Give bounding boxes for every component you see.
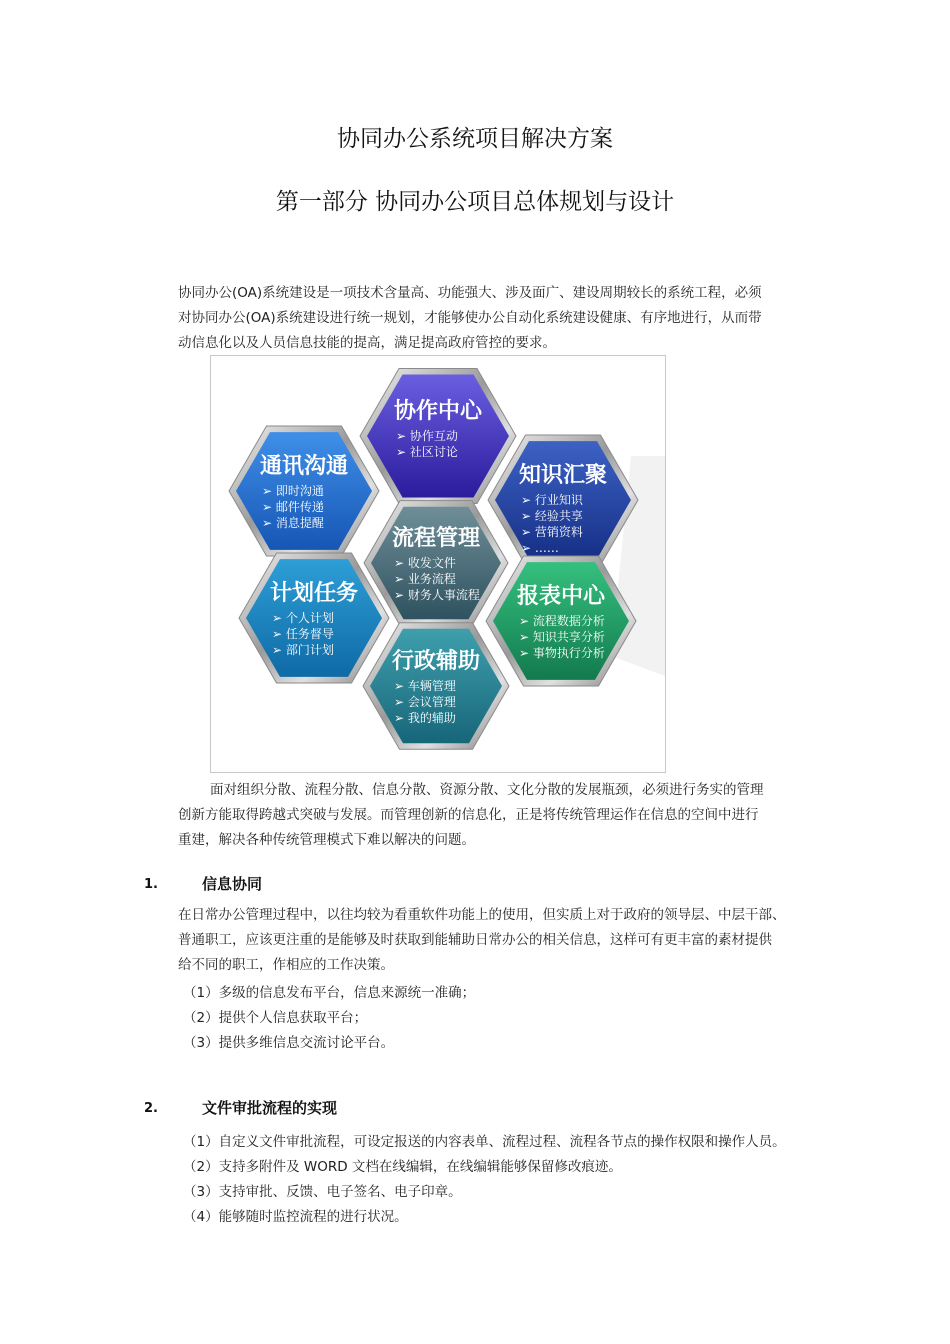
hex-plan-task-item: ➢ 任务督导 [272,627,334,641]
hex-process-management [364,501,508,626]
document-title: 协同办公系统项目解决方案 [337,126,613,152]
section-1-item: （2）提供个人信息获取平台； [183,1010,368,1026]
hexagon-diagram-svg [211,356,665,772]
paragraph-line: 在日常办公管理过程中，以往均较为看重软件功能上的使用，但实质上对于政府的领导层、中层干部、 [178,907,786,923]
intro-line: 动信息化以及人员信息技能的提高，满足提高政府管控的要求。 [178,335,556,351]
intro-paragraph [178,281,800,356]
hex-admin-assist-item: ➢ 会议管理 [394,695,456,709]
hex-communication-item: ➢ 即时沟通 [262,484,324,498]
section-1-number: 1. [144,877,158,892]
intro-line: 协同办公(OA)系统建设是一项技术含量高、功能强大、涉及面广、建设周期较长的系统工程，必须 [178,285,762,301]
hex-plan-task [239,553,389,683]
hex-knowledge-item: ➢ 行业知识 [521,493,583,507]
section-2-title: 文件审批流程的实现 [202,1099,338,1117]
hex-knowledge-item: ➢ 营销资料 [521,525,583,539]
intro-line: 对协同办公(OA)系统建设进行统一规划，才能够使办公自动化系统建设健康、有序地进行，从而带 [178,310,762,326]
hex-communication-title: 通讯沟通 [260,453,349,479]
document-subtitle: 第一部分 协同办公项目总体规划与设计 [275,189,675,215]
hex-process-management-title: 流程管理 [392,525,481,551]
hex-report-center [486,556,636,686]
after-figure-paragraph [178,778,800,853]
hex-plan-task-item: ➢ 个人计划 [272,611,334,625]
hex-admin-assist-title: 行政辅助 [392,648,481,674]
hex-communication-item: ➢ 消息提醒 [262,516,324,530]
paragraph-line: 面对组织分散、流程分散、信息分散、资源分散、文化分散的发展瓶颈，必须进行务实的管理 [210,782,764,798]
section-1-item: （3）提供多维信息交流讨论平台。 [183,1035,395,1051]
hex-knowledge-title: 知识汇聚 [519,462,608,488]
paragraph-line: 给不同的职工，作相应的工作决策。 [178,957,394,973]
hex-collaboration-center-item: ➢ 社区讨论 [396,445,458,459]
section-2-item: （4）能够随时监控流程的进行状况。 [183,1209,408,1225]
hex-process-management-item: ➢ 收发文件 [394,556,456,570]
hex-collaboration-center-item: ➢ 协作互动 [396,429,458,443]
section-2-item: （1）自定义文件审批流程，可设定报送的内容表单、流程过程、流程各节点的操作权限和操作人员。 [183,1134,786,1150]
hex-admin-assist [363,623,509,749]
hex-process-management-item: ➢ 财务人事流程 [394,588,480,602]
hex-collaboration-center [360,369,516,504]
hex-report-center-title: 报表中心 [517,583,606,609]
paragraph-line: 重建，解决各种传统管理模式下难以解决的问题。 [178,832,475,848]
hex-plan-task-item: ➢ 部门计划 [272,643,334,657]
hex-process-management-item: ➢ 业务流程 [394,572,456,586]
hex-knowledge [488,435,638,565]
hex-report-center-item: ➢ 知识共享分析 [519,630,605,644]
section-2-item: （2）支持多附件及 WORD 文档在线编辑，在线编辑能够保留修改痕迹。 [183,1159,622,1175]
paragraph-line: 创新方能取得跨越式突破与发展。而管理创新的信息化，正是将传统管理运作在信息的空间中进行 [178,807,759,823]
hex-communication-item: ➢ 邮件传递 [262,500,324,514]
hex-plan-task-title: 计划任务 [270,580,359,606]
paragraph-line: 普通职工，应该更注重的是能够及时获取到能辅助日常办公的相关信息，这样可有更丰富的素材提供 [178,932,772,948]
hex-report-center-item: ➢ 事物执行分析 [519,646,605,660]
hex-communication [229,426,379,556]
hex-knowledge-item: ➢ 经验共享 [521,509,583,523]
hex-collaboration-center-title: 协作中心 [394,398,483,424]
section-1-item: （1）多级的信息发布平台，信息来源统一准确； [183,985,476,1001]
section-1-title: 信息协同 [202,875,263,893]
oa-hexagon-diagram [210,355,666,773]
hex-knowledge-item: ➢ …… [521,541,559,555]
hex-admin-assist-item: ➢ 我的辅助 [394,711,456,725]
hex-report-center-item: ➢ 流程数据分析 [519,614,605,628]
section-2-item: （3）支持审批、反馈、电子签名、电子印章。 [183,1184,462,1200]
section-2-number: 2. [144,1101,158,1116]
hex-admin-assist-item: ➢ 车辆管理 [394,679,456,693]
section-1-body [178,903,800,978]
